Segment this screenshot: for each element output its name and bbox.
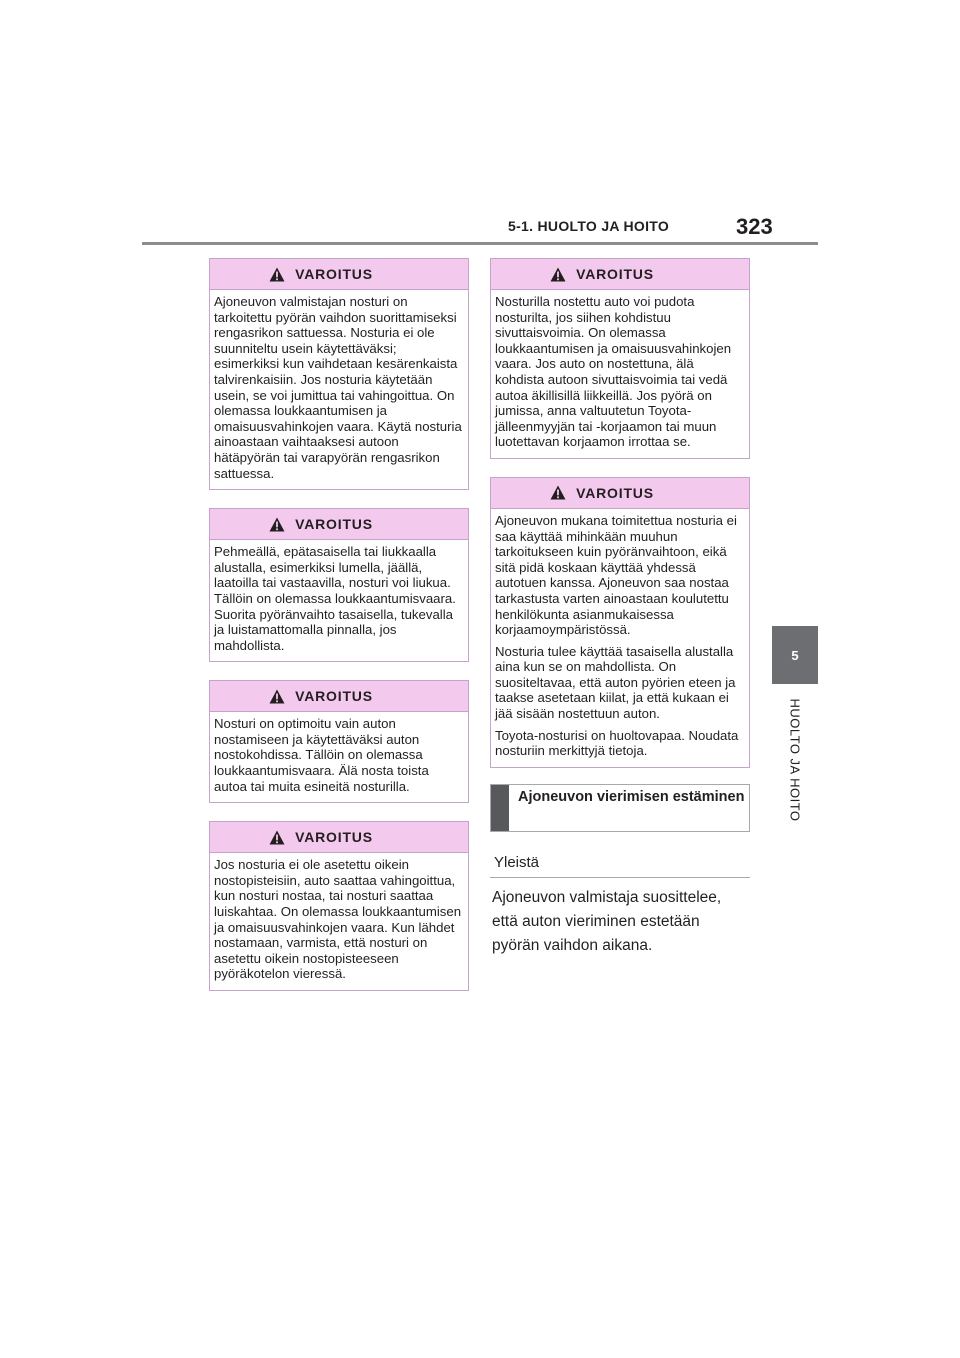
warning-triangle-icon <box>269 517 285 532</box>
warning-text: Pehmeällä, epätasaisella tai liukkaalla alustalla, esimerkiksi lumella, jäällä, laatoilla tai vastaavilla, nosturi voi liukua. Tällöin on olemassa loukkaantumisvaara. Suorita pyöränvaihto tasaisella, tukevalla ja luistamattomalla pinnalla, jos mahdollista. <box>214 544 456 653</box>
warning-box <box>490 477 750 768</box>
section-heading: Ajoneuvon vierimisen estäminen <box>518 788 745 805</box>
warning-header <box>491 259 749 290</box>
page-number: 323 <box>736 214 773 239</box>
warning-header <box>210 822 468 853</box>
warning-triangle-icon <box>550 267 566 282</box>
warning-text: Jos nosturia ei ole asetettu oikein nostopisteisiin, auto saattaa vahingoittua, kun nosturi nostaa, tai nosturi saattaa luiskahtaa. On olemassa loukkaantumisen ja omaisuusvahinkojen vaara. Kun lähdet nostamaan, varmista, että nosturi on asetettu oikein nostopisteeseen pyöräkotelon vieressä. <box>214 857 462 982</box>
warning-text: Nosturilla nostettu auto voi pudota nosturilta, jos siihen kohdistuu sivuttaisvoimia. On olemassa loukkaantumisen ja omaisuusvahinkojen vaara. Jos auto on nostettuna, älä kohdista autoon sivuttaisvoimia tai vedä autoa äkillisillä liikkeillä. Jos pyörä on jumissa, anna valtuutetun Toyota-jälleenmyyjän tai -korjaamon tai muun luotettavan korjaamon irrottaa se. <box>495 294 732 450</box>
left-column <box>209 258 469 991</box>
warning-triangle-icon <box>269 267 285 282</box>
header-section-title: 5-1. HUOLTO JA HOITO <box>508 218 670 234</box>
warning-box <box>209 508 469 662</box>
warning-header <box>210 259 468 290</box>
warning-text: Ajoneuvon valmistajan nosturi on tarkoitettu pyörän vaihdon suorittamiseksi rengasrikon sattuessa. Nosturia ei ole suunniteltu usein käytettäväksi; esimerkiksi kun vaihdetaan kesärenkaista talvirenkaisiin. Jos nosturia käytetään usein, se voi jumittua tai vahingoittua. On olemassa loukkaantumisen ja omaisuusvahinkojen vaara. Käytä nosturia ainoastaan vaihtaaksesi autoon hätäpyörän tai varapyörän rengasrikon sattuessa. <box>214 294 462 481</box>
warning-title: VAROITUS <box>295 266 373 282</box>
warning-title: VAROITUS <box>295 829 373 846</box>
warning-box <box>209 680 469 803</box>
warning-title: VAROITUS <box>295 516 373 533</box>
section-heading-bar <box>491 785 509 831</box>
warning-box <box>209 821 469 991</box>
body-paragraph: Ajoneuvon valmistaja suosittelee, että auton vieriminen estetään pyörän vaihdon aikana. <box>492 888 722 954</box>
warning-header <box>210 509 468 540</box>
warning-text: Nosturi on optimoitu vain auton nostamiseen ja käytettäväksi auton nostokohdissa. Tällöin on olemassa loukkaantumisvaara. Älä nosta toista autoa tai muita esineitä nosturilla. <box>214 716 429 794</box>
warning-text: Nosturia tulee käyttää tasaisella alustalla aina kun se on mahdollista. On suositeltavaa, että auton pyörien eteen ja taakse asetetaan kiilat, ja että kukaan ei jää sisään nostettuun auton. <box>495 643 736 722</box>
warning-triangle-icon <box>550 485 566 500</box>
warning-box <box>490 258 750 459</box>
warning-title: VAROITUS <box>295 688 373 705</box>
header-rule <box>142 242 818 245</box>
subheading: Yleistä <box>490 854 750 878</box>
warning-text: Ajoneuvon mukana toimitettua nosturia ei saa käyttää mihinkään muuhun tarkoitukseen kuin pyöränvaihtoon, eikä sitä pidä koskaan käyttää yhdessä autotuen kanssa. Ajoneuvon saa nostaa tarkastusta varten ainoastaan koulutettu henkilökunta asianmukaisessa korjaamoympäristössä. <box>495 512 737 638</box>
warning-text: Toyota-nosturisi on huoltovapaa. Noudata nosturiin merkittyjä tietoja. <box>495 727 739 759</box>
warning-triangle-icon <box>269 830 285 845</box>
chapter-side-label: HUOLTO JA HOITO <box>787 698 803 822</box>
warning-title: VAROITUS <box>576 484 654 501</box>
warning-header <box>210 681 468 712</box>
warning-triangle-icon <box>269 689 285 704</box>
warning-header <box>491 478 749 509</box>
section-heading-box <box>490 784 750 832</box>
warning-box <box>209 258 469 490</box>
warning-title: VAROITUS <box>576 266 654 282</box>
right-column <box>490 258 750 958</box>
chapter-tab: 5 <box>772 626 818 684</box>
